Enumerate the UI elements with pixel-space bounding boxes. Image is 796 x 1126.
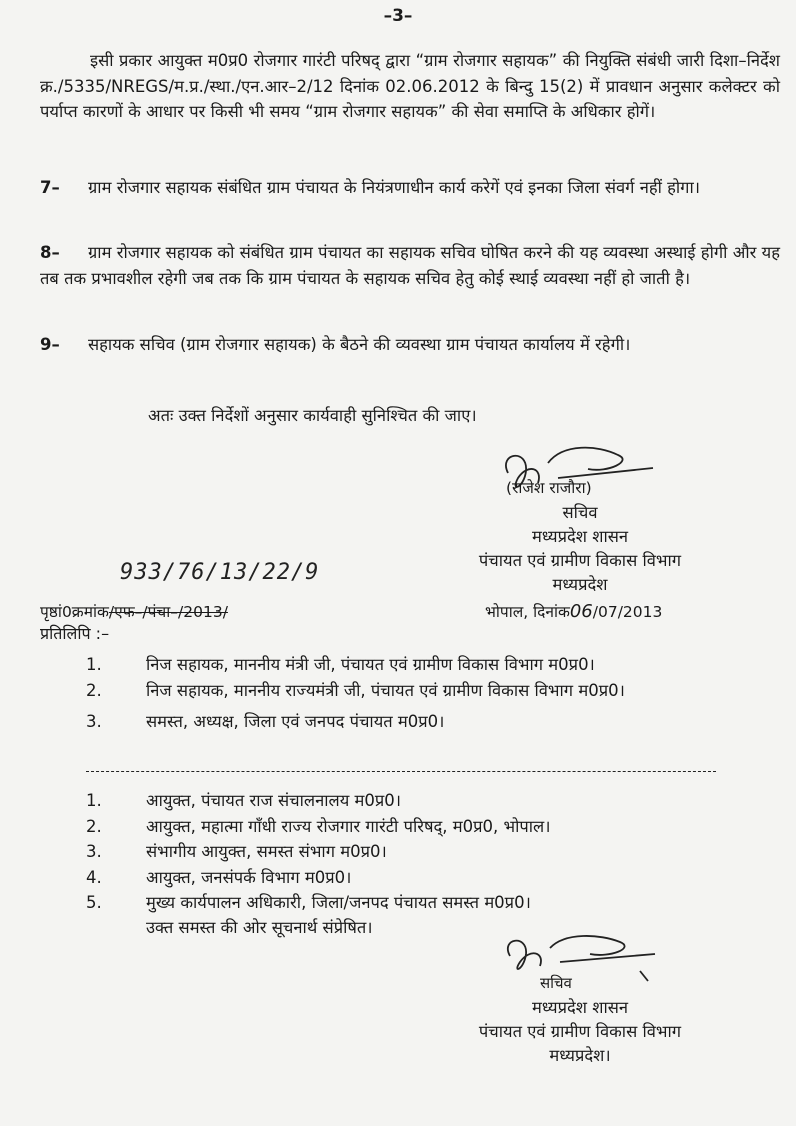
signatory-2-org3: मध्यप्रदेश। bbox=[549, 1046, 611, 1065]
signatory-1-title: सचिव bbox=[562, 503, 598, 522]
copy-list-1 bbox=[86, 652, 766, 735]
endorsement-struck-reference: /एफ–/पंचा–/2013/ bbox=[108, 603, 228, 621]
place-date-prefix: भोपाल, दिनांक bbox=[485, 603, 570, 621]
list-item-number: 1. bbox=[86, 655, 102, 674]
paragraph-9-number: 9– bbox=[40, 335, 60, 354]
signatory-2-block bbox=[410, 996, 750, 1068]
signatory-2-org1: मध्यप्रदेश शासन bbox=[531, 998, 629, 1017]
list-item bbox=[86, 709, 766, 735]
list-item-number: 4. bbox=[86, 867, 102, 887]
endorsement-prefix: पृष्ठां0क्रमांक bbox=[40, 603, 109, 621]
dashed-divider bbox=[86, 771, 716, 772]
signature-2 bbox=[490, 926, 670, 986]
list-item-text: समस्त, अध्यक्ष, जिला एवं जनपद पंचायत म0प्र0। bbox=[146, 712, 445, 731]
signatory-1-block bbox=[400, 501, 760, 597]
list-item bbox=[86, 890, 726, 916]
list-item-text: आयुक्त, महात्मा गाँधी राज्य रोजगार गारंटी परिषद्, म0प्र0, भोपाल। bbox=[146, 816, 551, 836]
list-item-text: निज सहायक, माननीय मंत्री जी, पंचायत एवं ग्रामीण विकास विभाग म0प्र0। bbox=[146, 655, 595, 674]
list-item-number: 5. bbox=[86, 893, 102, 912]
signatory-1-org1: मध्यप्रदेश शासन bbox=[531, 527, 629, 546]
page-number: –3– bbox=[383, 6, 413, 26]
signatory-2-title: सचिव bbox=[540, 974, 572, 992]
list-item-number: 2. bbox=[86, 680, 102, 700]
date-rest: /07/2013 bbox=[592, 603, 663, 621]
list-item bbox=[86, 678, 766, 704]
list-item-text: मुख्य कार्यपालन अधिकारी, जिला/जनपद पंचायत समस्त म0प्र0। bbox=[146, 893, 531, 912]
list-item-number: 1. bbox=[86, 791, 102, 810]
paragraph-9-text: सहायक सचिव (ग्राम रोजगार सहायक) के बैठने की व्यवस्था ग्राम पंचायत कार्यालय में रहेगी। bbox=[88, 335, 631, 354]
list-item-text: आयुक्त, पंचायत राज संचालनालय म0प्र0। bbox=[146, 791, 402, 810]
list-item bbox=[86, 865, 726, 891]
list-item-number: 2. bbox=[86, 816, 102, 836]
copy-list-2 bbox=[86, 788, 726, 916]
list-item-text: निज सहायक, माननीय राज्यमंत्री जी, पंचायत एवं ग्रामीण विकास विभाग म0प्र0। bbox=[146, 680, 625, 700]
list-item-number: 3. bbox=[86, 712, 102, 731]
paragraph-7 bbox=[40, 175, 780, 201]
list-item bbox=[86, 839, 726, 865]
paragraph-intro: इसी प्रकार आयुक्त म0प्र0 रोजगार गारंटी परिषद् द्वारा “ग्राम रोजगार सहायक” की नियुक्ति संबंधी जारी दिशा–निर्देश क्र./5335/NREGS/म.प्र./स्था./एन.आर–2/12 दिनांक 02.06.2012 के बिन्दु 15(2) में प्रावधान अनुसार कलेक्टर को पर्याप्त कारणों के आधार पर किसी भी समय “ग्राम रोजगार सहायक” की सेवा समाप्ति के अधिकार होगें। bbox=[40, 51, 780, 121]
list-item bbox=[86, 788, 726, 814]
endorsement-reference bbox=[40, 600, 228, 622]
list-item-text: आयुक्त, जनसंपर्क विभाग म0प्र0। bbox=[146, 867, 352, 887]
signatory-2-org2: पंचायत एवं ग्रामीण विकास विभाग bbox=[478, 1022, 682, 1041]
information-note: उक्त समस्त की ओर सूचनार्थ संप्रेषित। bbox=[146, 918, 373, 937]
signatory-1-org3: मध्यप्रदेश bbox=[552, 575, 608, 594]
list-item-number: 3. bbox=[86, 842, 102, 861]
handwritten-day: 06 bbox=[569, 601, 593, 622]
paragraph-9 bbox=[40, 332, 780, 358]
list-item-text: संभागीय आयुक्त, समस्त संभाग म0प्र0। bbox=[146, 842, 387, 861]
paragraph-7-number: 7– bbox=[40, 178, 60, 197]
handwritten-endorsement-number: 933/76/13/22/9 bbox=[120, 560, 320, 585]
paragraph-8-text: ग्राम रोजगार सहायक को संबंधित ग्राम पंचायत का सहायक सचिव घोषित करने की यह व्यवस्था अस्थाई होगी और यह तब तक प्रभावशील रहेगी जब तक कि ग्राम पंचायत के सहायक सचिव हेतु कोई स्थाई व्यवस्था नहीं हो जाती है। bbox=[40, 243, 780, 288]
list-item bbox=[86, 814, 726, 840]
paragraph-7-text: ग्राम रोजगार सहायक संबंधित ग्राम पंचायत के नियंत्रणाधीन कार्य करेगें एवं इनका जिला संवर्ग नहीं होगा। bbox=[88, 178, 701, 197]
signatory-1-name: (राजेश राजौरा) bbox=[506, 479, 592, 497]
paragraph-8 bbox=[40, 240, 780, 291]
paragraph-8-number: 8– bbox=[40, 243, 60, 262]
signatory-1-org2: पंचायत एवं ग्रामीण विकास विभाग bbox=[478, 551, 682, 570]
copy-to-heading: प्रतिलिपि :– bbox=[40, 624, 110, 643]
list-item bbox=[86, 652, 766, 678]
closing-instruction: अतः उक्त निर्देशों अनुसार कार्यवाही सुनिश्चित की जाए। bbox=[148, 406, 477, 425]
place-date bbox=[485, 600, 662, 622]
